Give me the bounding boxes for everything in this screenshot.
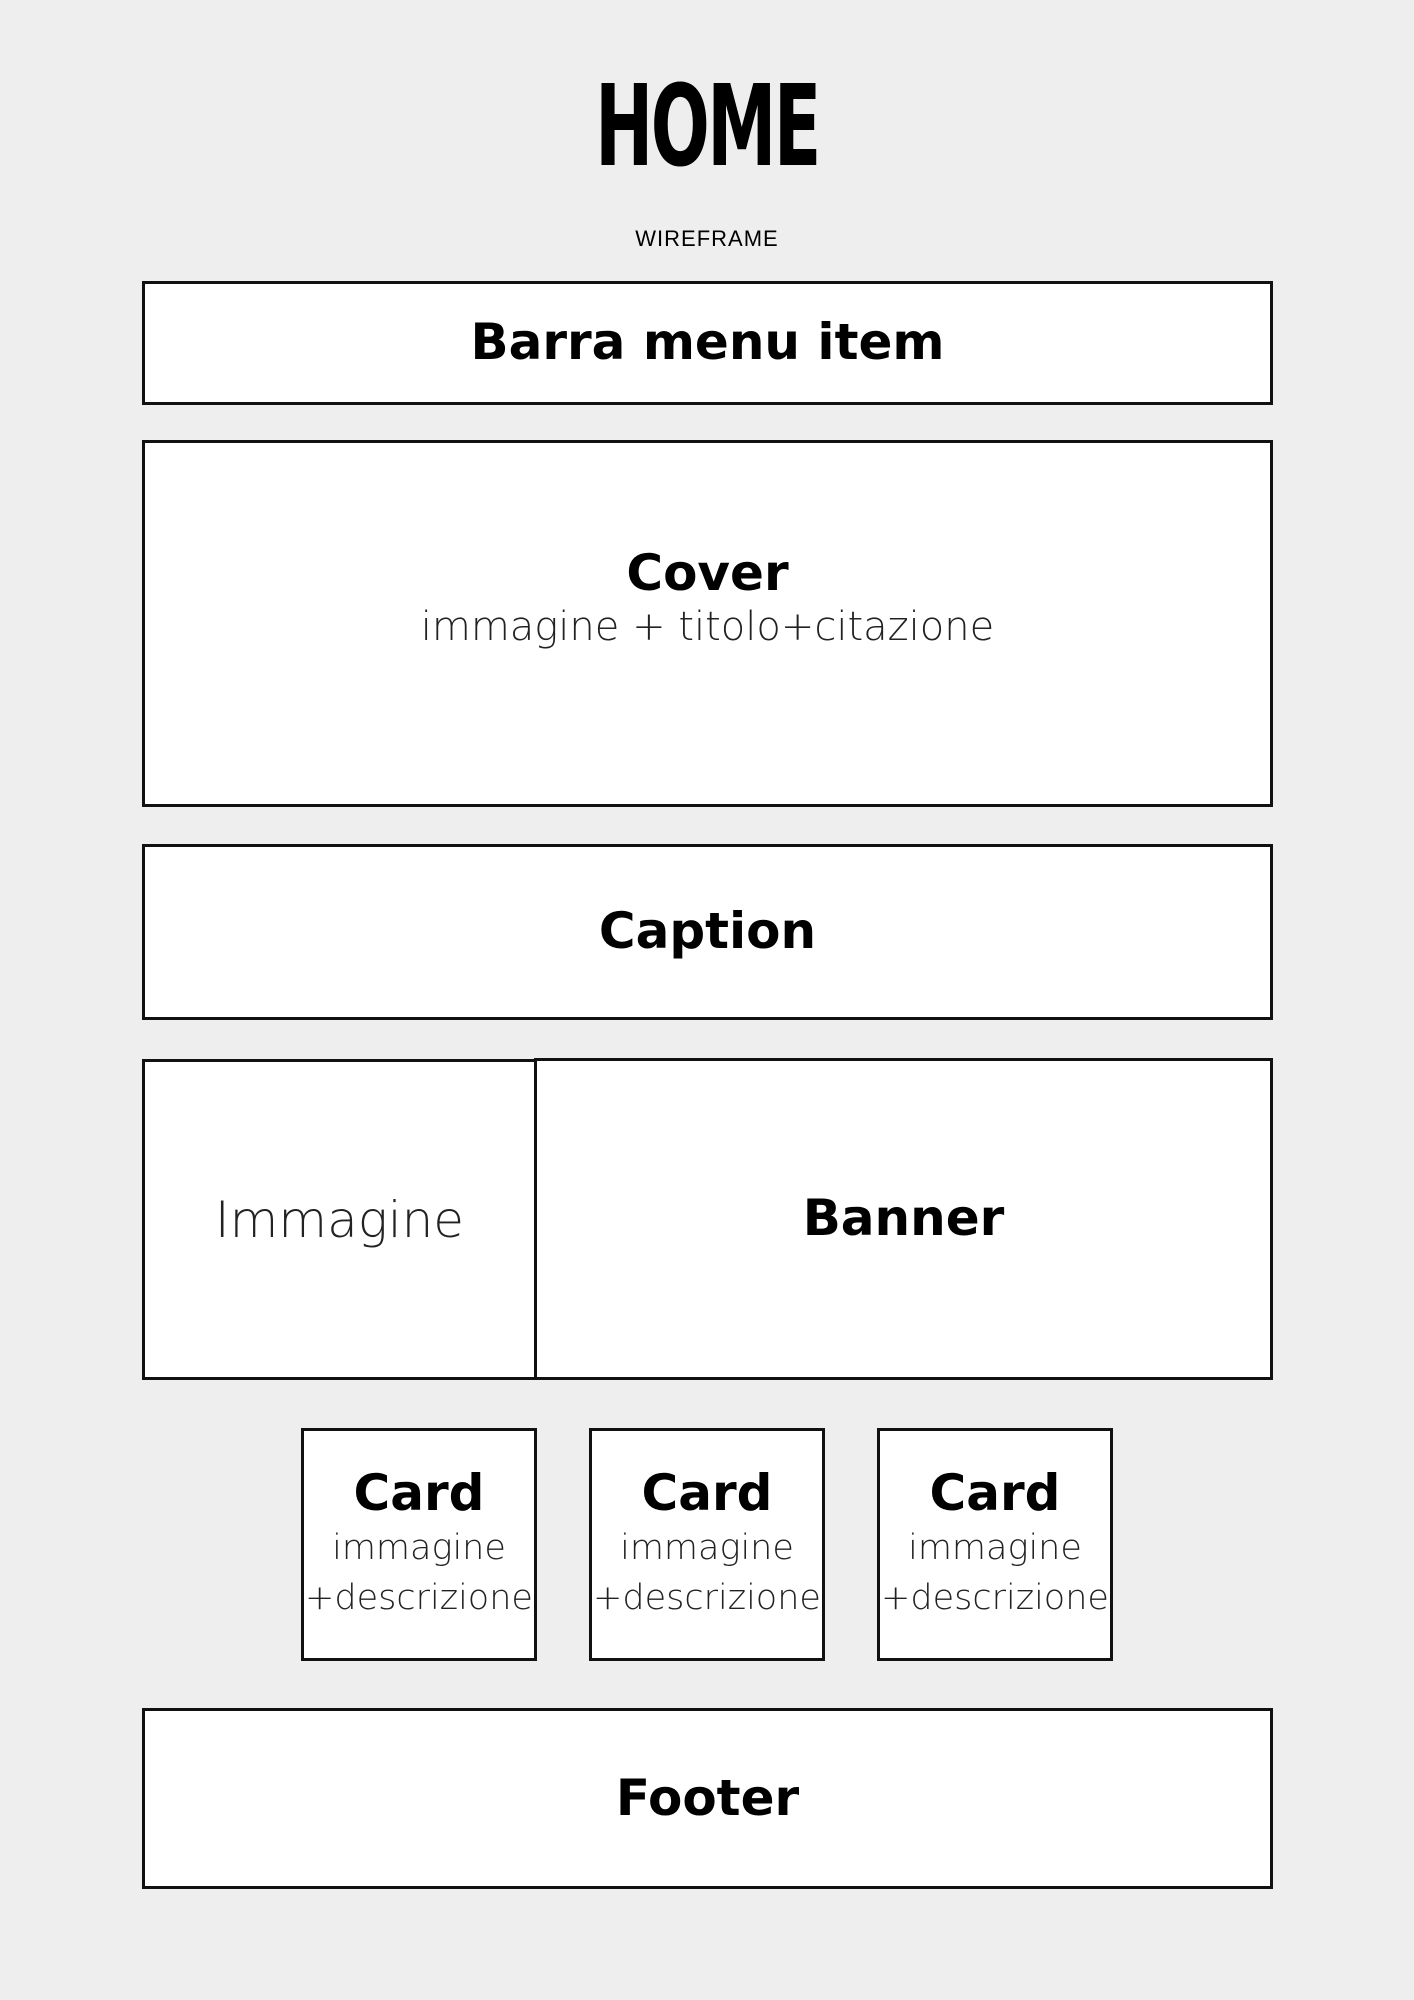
page-subtitle: WIREFRAME bbox=[635, 226, 779, 251]
card-block bbox=[301, 1428, 537, 1661]
footer-block bbox=[142, 1708, 1273, 1889]
cover-block bbox=[142, 440, 1273, 807]
image-label: Immagine bbox=[214, 1190, 465, 1249]
card-label: Card bbox=[353, 1464, 485, 1522]
menu-bar-block bbox=[142, 281, 1273, 405]
card-description-line1: immagine bbox=[332, 1527, 506, 1568]
page-title: HOME bbox=[595, 62, 819, 192]
caption-label: Caption bbox=[598, 902, 817, 961]
card-description-line1: immagine bbox=[908, 1527, 1082, 1568]
cover-label: Cover bbox=[626, 543, 789, 602]
card-description-line2: +descrizione bbox=[305, 1578, 533, 1619]
card-description-line2: +descrizione bbox=[881, 1578, 1109, 1619]
banner-block bbox=[534, 1058, 1273, 1380]
image-block bbox=[142, 1059, 537, 1380]
card-description-line1: immagine bbox=[620, 1527, 794, 1568]
caption-block bbox=[142, 844, 1273, 1020]
banner-label: Banner bbox=[802, 1189, 1005, 1248]
menu-bar-label: Barra menu item bbox=[470, 313, 945, 372]
card-label: Card bbox=[929, 1464, 1061, 1522]
card-label: Card bbox=[641, 1464, 773, 1522]
card-description-line2: +descrizione bbox=[593, 1578, 821, 1619]
card-block bbox=[877, 1428, 1113, 1661]
cover-description: immagine + titolo+citazione bbox=[420, 604, 995, 651]
card-block bbox=[589, 1428, 825, 1661]
footer-label: Footer bbox=[615, 1768, 800, 1827]
